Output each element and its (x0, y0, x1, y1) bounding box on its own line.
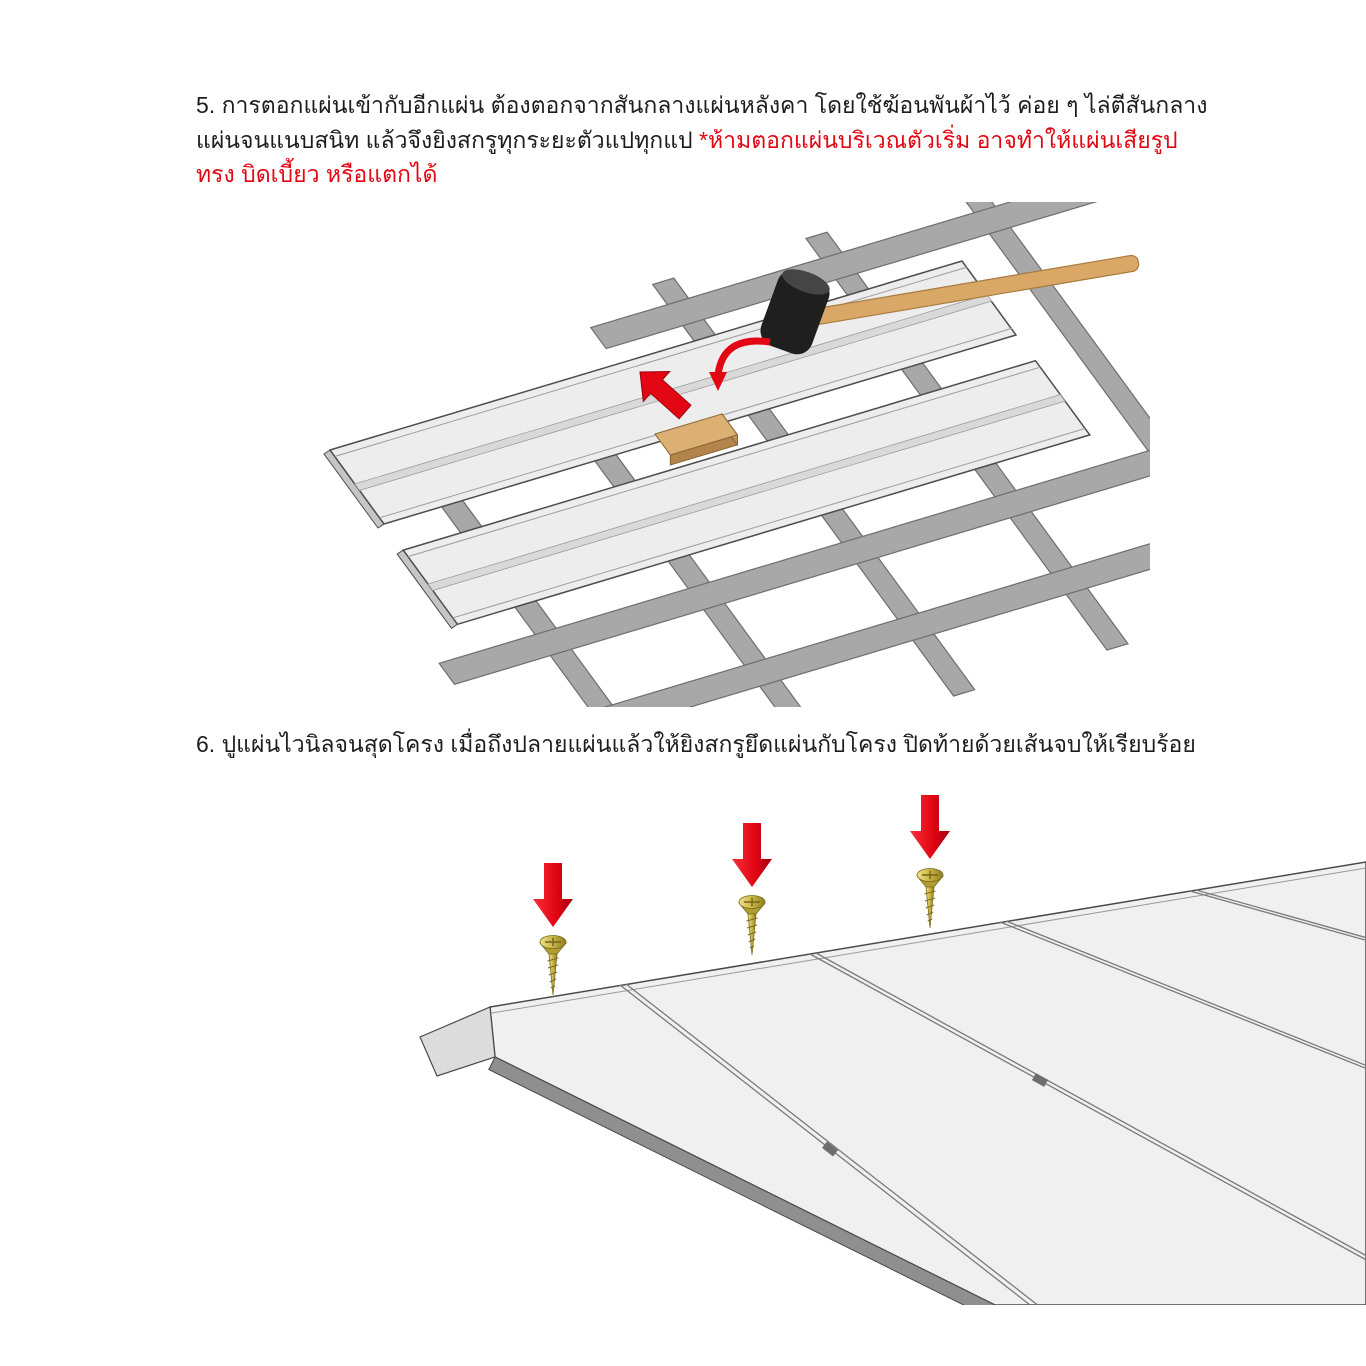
down-arrow (910, 795, 950, 859)
step6-illustration (190, 785, 1366, 1305)
step6-text: 6. ปูแผ่นไวนิลจนสุดโครง เมื่อถึงปลายแผ่นแล้วให้ยิงสกรูยึดแผ่นกับโครง ปิดท้ายด้วยเส้นจบให้เรียบร้อย (196, 730, 1196, 757)
vinyl-roof-surface (420, 862, 1366, 1305)
end-cap-strip (420, 1007, 495, 1076)
step5-instruction (196, 0, 1216, 192)
down-arrow (533, 863, 573, 927)
screw (917, 869, 943, 929)
step5-warning-text: *ห้ามตอกแผ่นบริเวณตัวเริ่ม อาจทำให้แผ่นเสียรูปทรง บิดเบี้ยว หรือแตกได้ (196, 126, 1178, 187)
roof-plane (490, 862, 1366, 1305)
screw (739, 896, 765, 956)
step6-instruction (196, 727, 1216, 762)
screw (540, 936, 566, 996)
step5-illustration (170, 202, 1150, 707)
step5-text-main: 5. การตอกแผ่นเข้ากับอีกแผ่น ต้องตอกจากสันกลางแผ่นหลังคา โดยใช้ฆ้อนพันผ้าไว้ ค่อย ๆ ไล่ตีสันกลางแผ่นจนแนบสนิท แล้วจึงยิงสกรูทุกระยะตัวแปทุกแป (196, 92, 1208, 153)
down-arrow (732, 823, 772, 887)
